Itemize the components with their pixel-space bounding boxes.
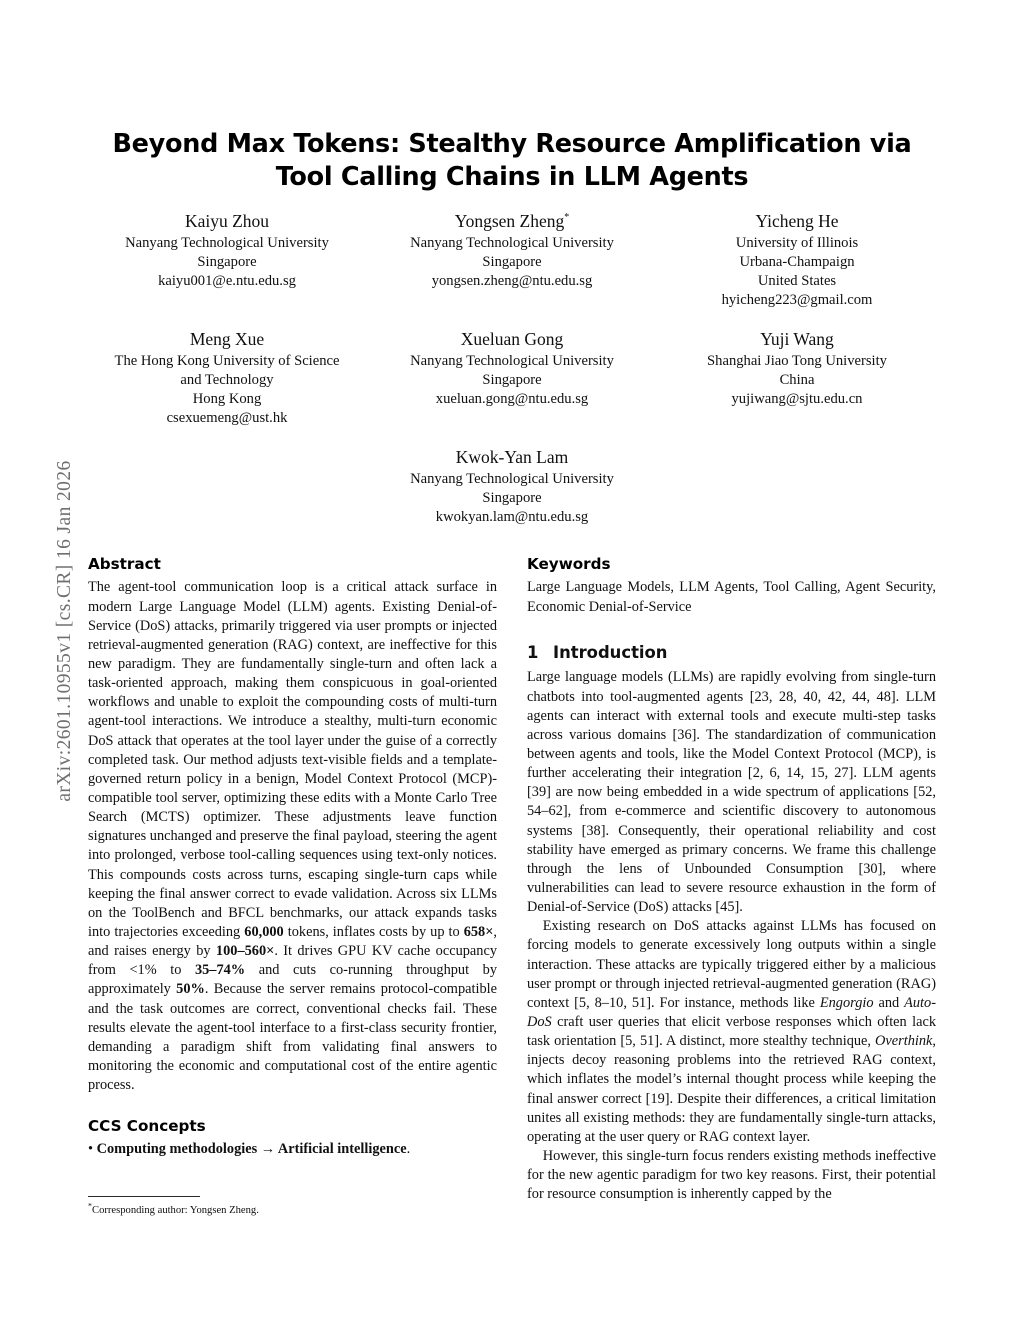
author-affiliation-second-line: and Technology bbox=[180, 372, 274, 389]
author-entry bbox=[373, 210, 651, 291]
keywords-text: Large Language Models, LLM Agents, Tool Calling, Agent Security, Economic Denial-of-Service bbox=[527, 579, 936, 615]
author-entry bbox=[658, 328, 936, 409]
section-title: Introduction bbox=[553, 642, 668, 662]
left-column bbox=[88, 555, 497, 1217]
intro-paragraph-1: Large language models (LLMs) are rapidly evolving from single-turn chatbots into tool-augmented agents [23, 28, 40, 42, 44, 48]. LLM agents can interact with external tools and execute multi-step tasks across various domains [36]. The standardization of communication between agents and tools, like the Model Context Protocol (MCP), is further accelerating their integration [2, 6, 14, 15, 27]. LLM agents [39] are now being embedded in a wide spectrum of applications [52, 54–62], from e-commerce and scientific discovery to autonomous systems [38]. Consequently, their operational reliability and cost stability have emerged as primary concerns. We frame this challenge through the lens of Unbounded Consumption [30], where vulnerabilities can lead to severe resource exhaustion in the form of Denial-of-Service (DoS) attacks [45]. bbox=[527, 669, 936, 916]
author-name bbox=[658, 210, 936, 233]
introduction-heading bbox=[527, 643, 936, 663]
author-entry bbox=[373, 328, 651, 409]
author-email[interactable]: yongsen.zheng@ntu.edu.sg bbox=[431, 273, 593, 290]
arxiv-identifier-stamp: arXiv:2601.10955v1 [cs.CR] 16 Jan 2026 bbox=[54, 460, 75, 802]
paper-content bbox=[88, 0, 936, 1325]
author-affiliation: Nanyang Technological University bbox=[410, 235, 614, 252]
corresponding-author-footnote bbox=[88, 1201, 497, 1218]
author-block bbox=[88, 210, 936, 527]
author-country: Singapore bbox=[482, 372, 542, 389]
author-name-text: Yongsen Zheng bbox=[454, 211, 565, 232]
corresponding-author-marker: * bbox=[564, 212, 570, 224]
author-name-text: Meng Xue bbox=[189, 329, 265, 350]
intro-paragraph-2: Existing research on DoS attacks against LLMs has focused on forcing models to generate excessively long outputs within a single interaction. These attacks are typically triggered either by a malicious user prompt or through injected retrieval-augmented generation (RAG) context [5, 8–10, 51]. For instance, methods like Engorgio and Auto-DoS craft user queries that elicit verbose responses which often lack task orientation [5, 51]. A distinct, more stealthy technique, Overthink, injects decoy reasoning problems into the retrieved RAG context, which inflates the model’s internal thought process while keeping the final answer correct [19]. Despite their differences, a critical limitation unites all existing methods: they are fundamentally single-turn attacks, operating at the user query or RAG context layer. bbox=[527, 918, 936, 1145]
author-country: China bbox=[779, 372, 815, 389]
author-row bbox=[88, 210, 936, 310]
author-email[interactable]: csexuemeng@ust.hk bbox=[166, 410, 288, 427]
body-columns bbox=[88, 555, 936, 1217]
author-name-text: Kwok-Yan Lam bbox=[455, 447, 569, 468]
author-affiliation: Nanyang Technological University bbox=[410, 353, 614, 370]
page-title: Beyond Max Tokens: Stealthy Resource Amplification via Tool Calling Chains in LLM Agents bbox=[112, 129, 912, 193]
author-country: Singapore bbox=[197, 254, 257, 271]
ccs-concepts-item bbox=[88, 1140, 497, 1159]
author-country: Hong Kong bbox=[192, 391, 262, 408]
author-name bbox=[362, 446, 662, 469]
intro-paragraph-3: However, this single-turn focus renders existing methods ineffective for the new agentic paradigm for two key reasons. First, their potential for resource consumption is inherently capped by the bbox=[527, 1147, 936, 1203]
author-name bbox=[373, 210, 651, 233]
author-email[interactable]: kaiyu001@e.ntu.edu.sg bbox=[158, 273, 296, 290]
abstract-paragraph: The agent-tool communication loop is a critical attack surface in modern Large Language Model (LLM) agents. Existing Denial-of-Service (DoS) attacks, primarily triggered via user prompts or injected retrieval-augmented generation (RAG) context, are ineffective for this new paradigm. They are fundamentally single-turn and often lack a task-oriented approach, making them conspicuous in goal-oriented workflows and unable to exploit the compounding costs of multi-turn agent-tool interactions. We introduce a stealthy, multi-turn economic DoS attack that operates at the tool layer under the guise of a correctly completed task. Our method adjusts text-visible fields and a template-governed return policy in a benign, Model Context Protocol (MCP)-compatible tool server, optimizing these edits with a Monte Carlo Tree Search (MCTS) optimizer. These adjustments leave function signatures unchanged and preserve the final payload, steering the agent into prolonged, verbose tool-calling sequences using text-only notices. This compounds costs across turns, escaping single-turn caps while keeping the final answer correct to evade validation. Across six LLMs on the ToolBench and BFCL benchmarks, our attack expands tasks into trajectories exceeding 60,000 tokens, inflates costs by up to 658×, and raises energy by 100–560×. It drives GPU KV cache occupancy from <1% to 35–74% and cuts co-running throughput by approximately 50%. Because the server remains protocol-compatible and the task outcomes are correct, conventional checks fail. These results elevate the agent-tool interface to a first-class security frontier, demanding a paradigm shift from validating final answers to monitoring the economic and computational cost of the entire agentic process. bbox=[88, 579, 498, 1094]
author-row bbox=[88, 328, 936, 428]
author-name bbox=[88, 210, 366, 233]
author-name bbox=[88, 328, 366, 351]
author-name-text: Kaiyu Zhou bbox=[184, 211, 270, 232]
ccs-concept-text: Computing methodologies → Artificial intelligence bbox=[96, 1141, 407, 1158]
author-email[interactable]: hyicheng223@gmail.com bbox=[721, 292, 873, 309]
keywords-heading: Keywords bbox=[527, 555, 611, 574]
author-email[interactable]: kwokyan.lam@ntu.edu.sg bbox=[435, 509, 589, 526]
author-country: Singapore bbox=[482, 490, 542, 507]
footnote-marker: * bbox=[88, 1201, 92, 1211]
footnote-area bbox=[88, 1196, 497, 1218]
section-number: 1 bbox=[527, 642, 539, 662]
author-affiliation: University of Illinois bbox=[735, 235, 859, 252]
author-entry bbox=[88, 328, 366, 428]
author-country: Singapore bbox=[482, 254, 542, 271]
ccs-concepts-heading: CCS Concepts bbox=[88, 1117, 206, 1136]
footnote-text: Corresponding author: Yongsen Zheng. bbox=[92, 1204, 259, 1216]
ccs-bullet: • bbox=[88, 1141, 97, 1158]
author-name-text: Yuji Wang bbox=[760, 329, 834, 350]
footnote-divider bbox=[88, 1196, 200, 1197]
author-email[interactable]: yujiwang@sjtu.edu.cn bbox=[731, 391, 863, 408]
author-entry bbox=[362, 446, 662, 527]
author-affiliation: The Hong Kong University of Science bbox=[114, 353, 340, 370]
author-affiliation: Shanghai Jiao Tong University bbox=[707, 353, 887, 370]
author-name bbox=[373, 328, 651, 351]
right-column bbox=[527, 555, 936, 1217]
author-country: United States bbox=[757, 273, 837, 290]
author-entry bbox=[658, 210, 936, 310]
author-affiliation-second-line: Urbana-Champaign bbox=[739, 254, 855, 271]
abstract-heading: Abstract bbox=[88, 555, 161, 574]
author-name bbox=[658, 328, 936, 351]
author-row bbox=[88, 446, 936, 527]
author-name-text: Xueluan Gong bbox=[460, 329, 564, 350]
author-name-text: Yicheng He bbox=[755, 211, 839, 232]
author-affiliation: Nanyang Technological University bbox=[125, 235, 329, 252]
author-entry bbox=[88, 210, 366, 291]
author-email[interactable]: xueluan.gong@ntu.edu.sg bbox=[435, 391, 589, 408]
author-affiliation: Nanyang Technological University bbox=[410, 471, 614, 488]
ccs-period: . bbox=[406, 1141, 411, 1158]
